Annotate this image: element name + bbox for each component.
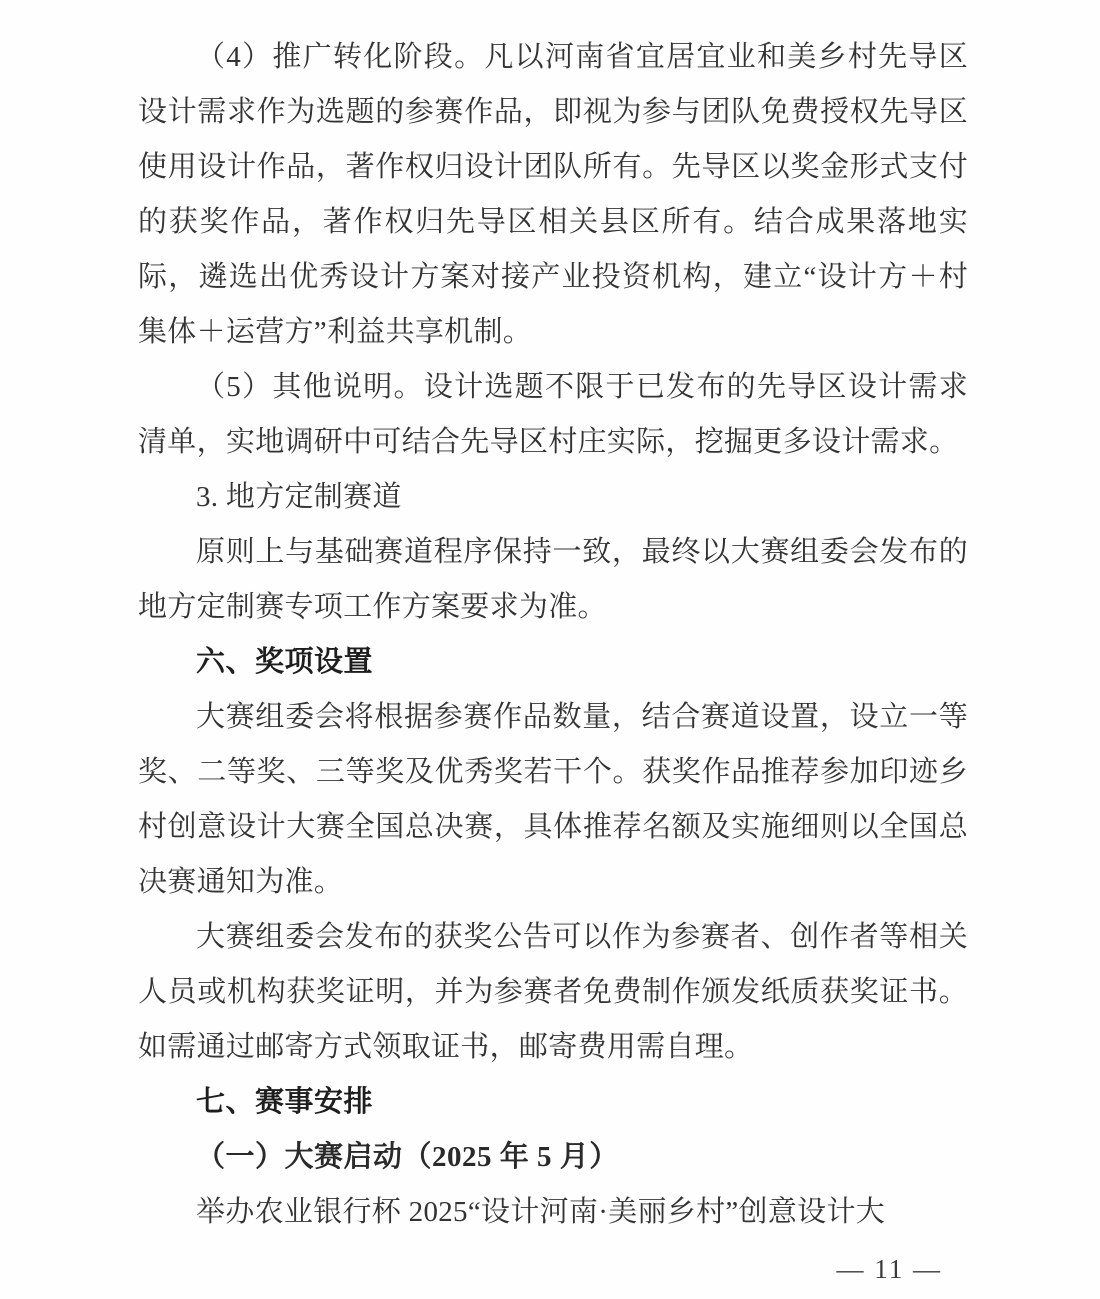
subsection-3-local-track-title: 3. 地方定制赛道 (196, 481, 402, 513)
section-6-awards-heading: 六、奖项设置 (196, 646, 374, 678)
section-7-schedule-heading: 七、赛事安排 (196, 1086, 374, 1118)
paragraph-stage-4: （4）推广转化阶段。凡以河南省宜居宜业和美乡村先导区设计需求作为选题的参赛作品，即视为参与团队免费授权先导区使用设计作品，著作权归设计团队所有。先导区以奖金形式支付的获奖作品，著作权归先导区相关县区所有。结合成果落地实际，遴选出优秀设计方案对接产业投资机构，建立“设计方＋村集体＋运营方”利益共享机制。 (138, 41, 968, 348)
document-content (138, 30, 968, 1240)
launch-paragraph: 举办农业银行杯 2025“设计河南·美丽乡村”创意设计大 (196, 1196, 886, 1228)
schedule-item-1-launch-subheading: （一）大赛启动（2025 年 5 月） (196, 1141, 619, 1173)
awards-paragraph-2: 大赛组委会发布的获奖公告可以作为参赛者、创作者等相关人员或机构获奖证明，并为参赛者免费制作颁发纸质获奖证书。如需通过邮寄方式领取证书，邮寄费用需自理。 (138, 921, 968, 1063)
paragraph-other-notes-5: （5）其他说明。设计选题不限于已发布的先导区设计需求清单，实地调研中可结合先导区村庄实际，挖掘更多设计需求。 (138, 371, 968, 458)
subsection-3-local-track-body: 原则上与基础赛道程序保持一致，最终以大赛组委会发布的地方定制赛专项工作方案要求为准。 (138, 536, 968, 623)
awards-paragraph-1: 大赛组委会将根据参赛作品数量，结合赛道设置，设立一等奖、二等奖、三等奖及优秀奖若干个。获奖作品推荐参加印迹乡村创意设计大赛全国总决赛，具体推荐名额及实施细则以全国总决赛通知为准。 (138, 701, 968, 898)
page-number: — 11 — (836, 1254, 942, 1284)
